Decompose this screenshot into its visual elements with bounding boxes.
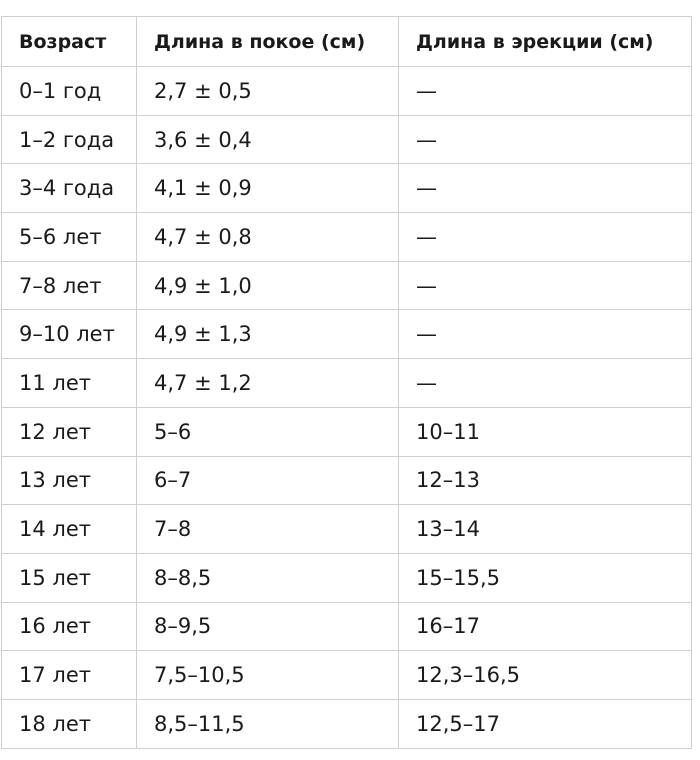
cell-length-erect: — — [399, 359, 692, 408]
table-row — [2, 213, 692, 262]
cell-length-erect: — — [399, 261, 692, 310]
cell-age: 0–1 год — [2, 67, 137, 116]
cell-length-erect: 15–15,5 — [399, 553, 692, 602]
header-length-rest: Длина в покое (см) — [137, 17, 399, 67]
cell-length-rest: 8,5–11,5 — [137, 699, 399, 748]
cell-length-rest: 4,1 ± 0,9 — [137, 164, 399, 213]
header-length-erect: Длина в эрекции (см) — [399, 17, 692, 67]
cell-age: 15 лет — [2, 553, 137, 602]
table-row — [2, 164, 692, 213]
cell-age: 12 лет — [2, 407, 137, 456]
cell-length-erect: 16–17 — [399, 602, 692, 651]
cell-age: 7–8 лет — [2, 261, 137, 310]
table-row — [2, 602, 692, 651]
cell-age: 5–6 лет — [2, 213, 137, 262]
cell-length-erect: — — [399, 67, 692, 116]
cell-length-rest: 4,7 ± 1,2 — [137, 359, 399, 408]
header-age: Возраст — [2, 17, 137, 67]
table-row — [2, 456, 692, 505]
cell-length-rest: 6–7 — [137, 456, 399, 505]
data-table — [1, 16, 692, 749]
table-row — [2, 359, 692, 408]
cell-age: 3–4 года — [2, 164, 137, 213]
table-row — [2, 553, 692, 602]
cell-length-rest: 3,6 ± 0,4 — [137, 115, 399, 164]
cell-length-erect: — — [399, 213, 692, 262]
table-row — [2, 67, 692, 116]
cell-age: 11 лет — [2, 359, 137, 408]
cell-length-rest: 4,9 ± 1,0 — [137, 261, 399, 310]
cell-length-rest: 8–8,5 — [137, 553, 399, 602]
cell-length-erect: — — [399, 310, 692, 359]
cell-length-erect: 12–13 — [399, 456, 692, 505]
data-table-container — [1, 16, 691, 749]
table-row — [2, 261, 692, 310]
cell-age: 1–2 года — [2, 115, 137, 164]
cell-length-erect: 10–11 — [399, 407, 692, 456]
cell-length-rest: 7,5–10,5 — [137, 651, 399, 700]
table-row — [2, 407, 692, 456]
cell-length-erect: — — [399, 115, 692, 164]
cell-age: 14 лет — [2, 505, 137, 554]
cell-age: 17 лет — [2, 651, 137, 700]
cell-length-rest: 2,7 ± 0,5 — [137, 67, 399, 116]
cell-age: 9–10 лет — [2, 310, 137, 359]
cell-length-erect: 13–14 — [399, 505, 692, 554]
cell-length-rest: 4,7 ± 0,8 — [137, 213, 399, 262]
cell-age: 18 лет — [2, 699, 137, 748]
cell-length-rest: 5–6 — [137, 407, 399, 456]
table-row — [2, 699, 692, 748]
table-row — [2, 310, 692, 359]
cell-length-erect: — — [399, 164, 692, 213]
cell-length-erect: 12,3–16,5 — [399, 651, 692, 700]
cell-length-rest: 8–9,5 — [137, 602, 399, 651]
table-row — [2, 651, 692, 700]
table-row — [2, 505, 692, 554]
cell-length-erect: 12,5–17 — [399, 699, 692, 748]
cell-age: 16 лет — [2, 602, 137, 651]
cell-age: 13 лет — [2, 456, 137, 505]
cell-length-rest: 4,9 ± 1,3 — [137, 310, 399, 359]
table-header-row — [2, 17, 692, 67]
table-row — [2, 115, 692, 164]
cell-length-rest: 7–8 — [137, 505, 399, 554]
